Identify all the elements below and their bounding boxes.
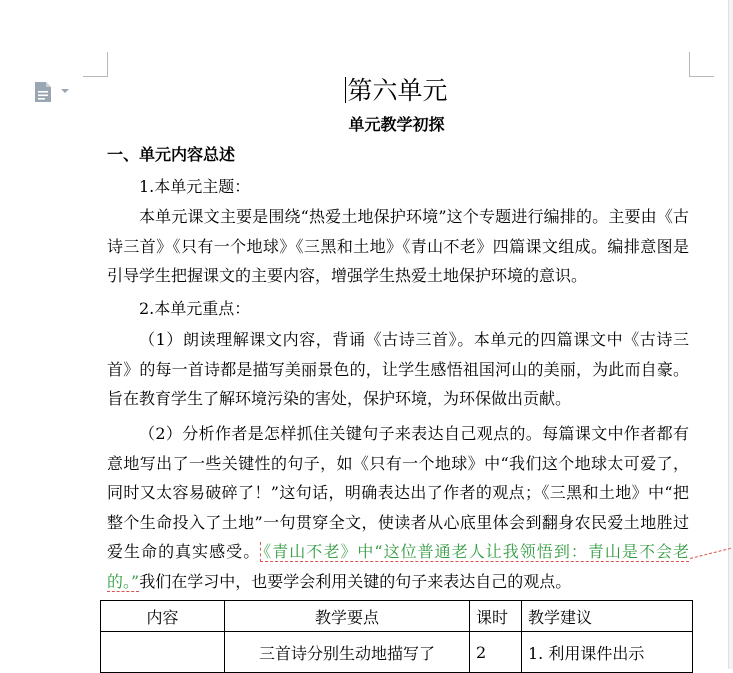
table-cell[interactable]: 1. 利用课件出示 [522, 632, 693, 673]
revision-connector [690, 548, 731, 559]
table-cell[interactable]: 2 [470, 632, 522, 673]
table-cell[interactable]: 三首诗分别生动地描写了 [225, 632, 470, 673]
paragraph-focus-2 [107, 419, 689, 596]
document-title[interactable]: 第六单元 [347, 76, 448, 105]
paragraph-text: （2）分析作者是怎样抓住关键句子来表达自己观点的。每篇课文中作者都有意地写出了一些关键性的句子，如《只有一个地球》中“我们这个地球太可爱了，同时又太容易破碎了！”这句话，明确表达出了作者的观点；《三黑和土地》中“把整个生命投入了土地”一句贯穿全文，使读者从心底里体会到翻身农民爱土地胜过爱生命的真实感受。 [107, 424, 689, 561]
table-header-cell[interactable]: 课时 [470, 601, 522, 632]
table-cell[interactable] [101, 632, 225, 673]
paragraph-text-end: 我们在学习中，也要学会利用关键的句子来表达自己的观点。 [139, 571, 572, 591]
list-item-focus: 2.本单元重点： [139, 299, 251, 318]
section-heading: 一、单元内容总述 [107, 145, 236, 164]
paragraph-theme: 本单元课文主要是围绕“热爱土地保护环境”这个专题进行编排的。主要由《古诗三首》《只有一个地球》《三黑和土地》《青山不老》四篇课文组成。编排意图是引导学生把握课文的主要内容，增强学生热爱土地保护环境的意识。 [107, 207, 689, 285]
teaching-plan-table [100, 600, 693, 673]
inserted-revision-text[interactable]: 《青山不老》中“这位普通老人让我领悟到：青山是不会老的。” [107, 542, 689, 591]
table-header-cell[interactable]: 内容 [101, 601, 225, 632]
paragraph-focus-1: （1）朗读理解课文内容，背诵《古诗三首》。本单元的四篇课文中《古诗三首》的每一首诗都是描写美丽景色的，让学生感悟祖国河山的美丽，为此而自豪。旨在教育学生了解环境污染的害处，保护环境，为环保做出贡献。 [107, 330, 689, 408]
table-row [101, 632, 693, 673]
table-header-row [101, 601, 693, 632]
document-subtitle: 单元教学初探 [348, 115, 445, 134]
table-header-cell[interactable]: 教学建议 [522, 601, 693, 632]
list-item-theme: 1.本单元主题： [139, 177, 251, 196]
table-header-cell[interactable]: 教学要点 [225, 601, 470, 632]
